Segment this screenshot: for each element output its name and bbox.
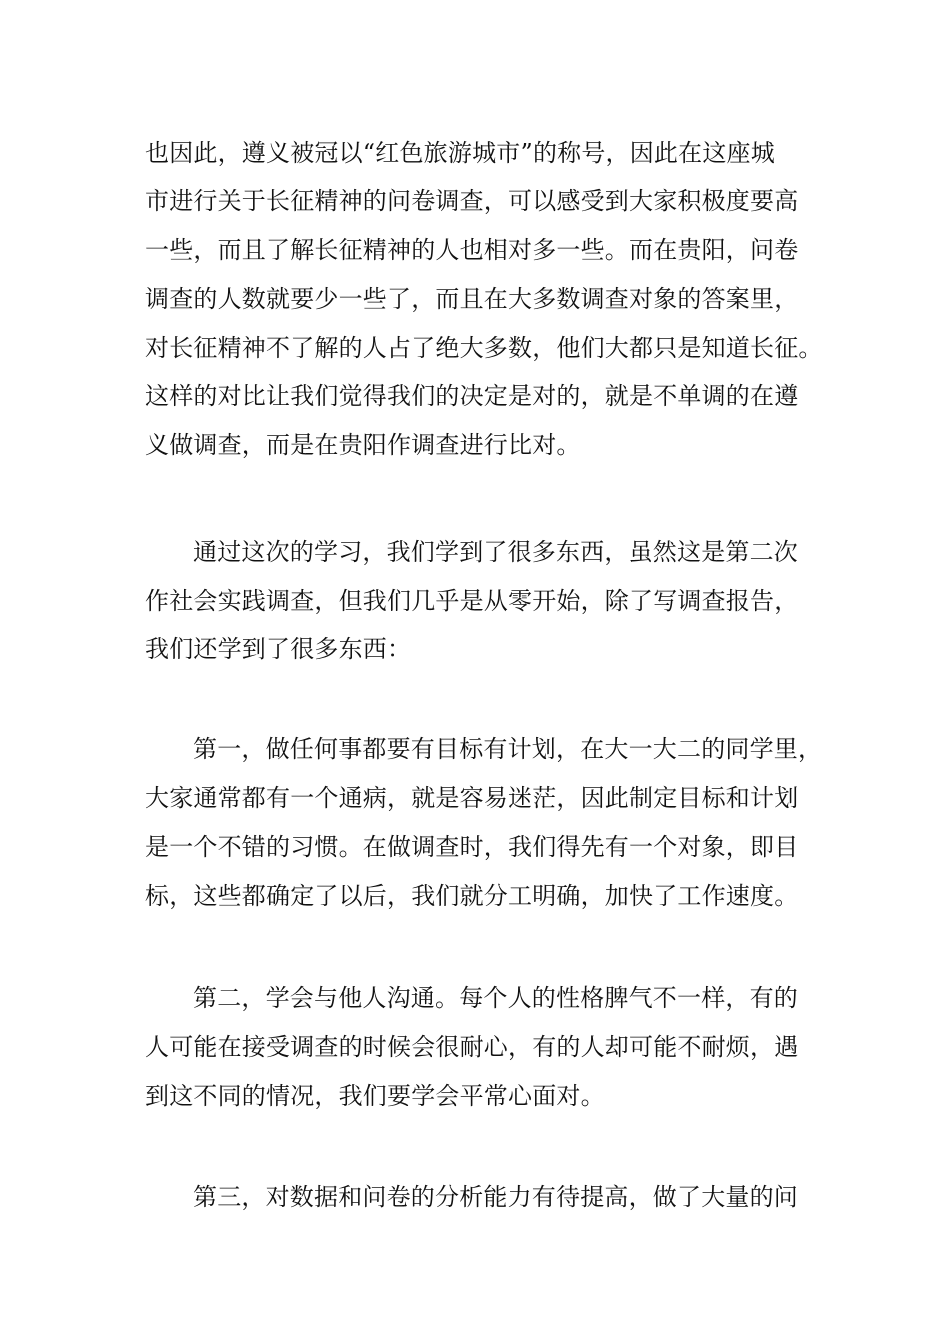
paragraph-2-line-1: 通过这次的学习，我们学到了很多东西，虽然这是第二次 bbox=[193, 538, 798, 566]
paragraph-1-line-6: 这样的对比让我们觉得我们的决定是对的，就是不单调的在遵 bbox=[145, 382, 799, 410]
paragraph-1-line-5: 对长征精神不了解的人占了绝大多数，他们大都只是知道长征。 bbox=[145, 334, 823, 362]
paragraph-3-line-3: 是一个不错的习惯。在做调查时，我们得先有一个对象，即目 bbox=[145, 833, 799, 861]
paragraph-5-line-1: 第三，对数据和问卷的分析能力有待提高，做了大量的问 bbox=[193, 1183, 798, 1211]
paragraph-3-line-4: 标，这些都确定了以后，我们就分工明确，加快了工作速度。 bbox=[145, 882, 799, 910]
paragraph-1-line-4: 调查的人数就要少一些了，而且在大多数调查对象的答案里， bbox=[145, 285, 799, 313]
paragraph-1-line-2: 市进行关于长征精神的问卷调查，可以感受到大家积极度要高 bbox=[145, 187, 799, 215]
paragraph-4-line-1: 第二，学会与他人沟通。每个人的性格脾气不一样，有的 bbox=[193, 984, 798, 1012]
paragraph-1-line-3: 一些，而且了解长征精神的人也相对多一些。而在贵阳，问卷 bbox=[145, 236, 799, 264]
paragraph-4-line-2: 人可能在接受调查的时候会很耐心，有的人却可能不耐烦，遇 bbox=[145, 1033, 799, 1061]
paragraph-2-line-3: 我们还学到了很多东西： bbox=[145, 635, 412, 663]
paragraph-1-line-1: 也因此，遵义被冠以“红色旅游城市”的称号，因此在这座城 bbox=[145, 139, 775, 167]
paragraph-4-line-3: 到这不同的情况，我们要学会平常心面对。 bbox=[145, 1082, 605, 1110]
paragraph-3-line-2: 大家通常都有一个通病，就是容易迷茫，因此制定目标和计划 bbox=[145, 784, 799, 812]
paragraph-3-line-1: 第一，做任何事都要有目标有计划，在大一大二的同学里， bbox=[193, 735, 823, 763]
paragraph-2-line-2: 作社会实践调查，但我们几乎是从零开始，除了写调查报告， bbox=[145, 587, 799, 615]
paragraph-1-line-7: 义做调查，而是在贵阳作调查进行比对。 bbox=[145, 431, 581, 459]
